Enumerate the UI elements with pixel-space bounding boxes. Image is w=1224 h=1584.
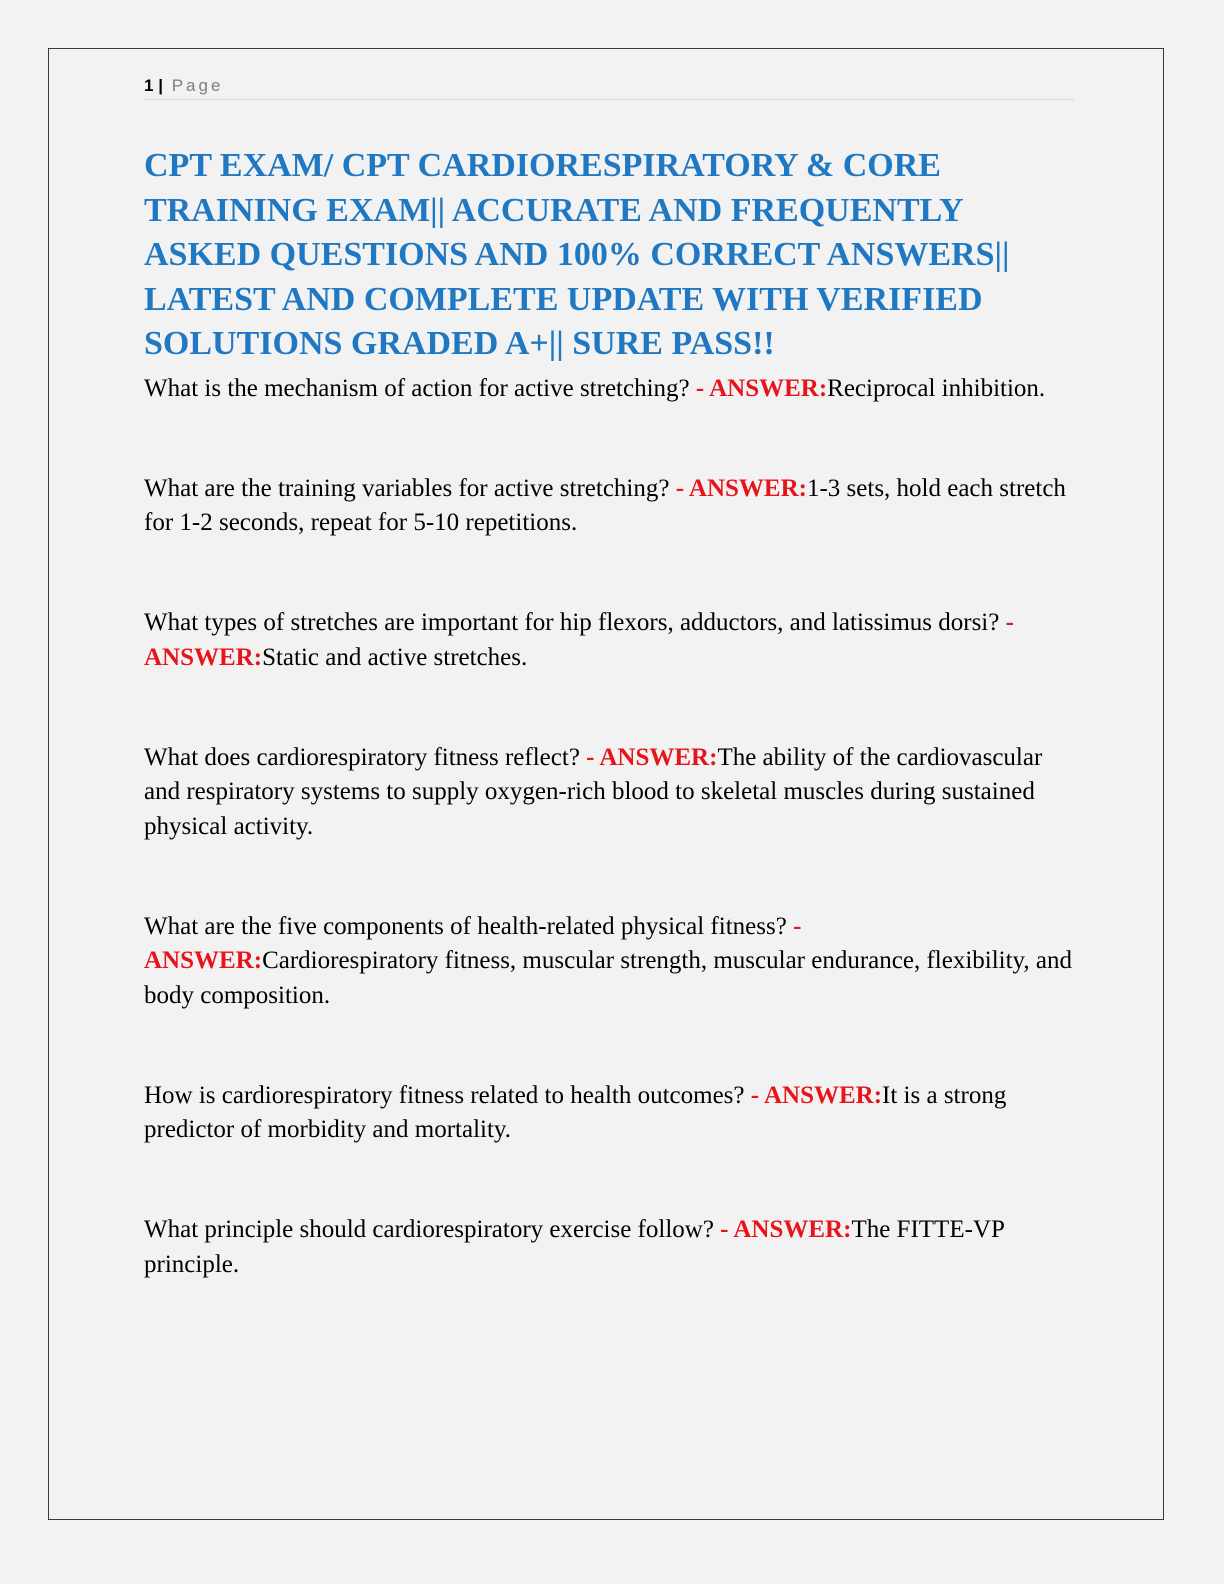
answer-label: - ANSWER: (675, 474, 807, 502)
qa-item (144, 1213, 1074, 1282)
answer-text: Reciprocal inhibition. (827, 374, 1046, 402)
page-content (144, 72, 1074, 1348)
answer-label: - ANSWER: (695, 374, 828, 402)
answer-label: - ANSWER: (144, 609, 1014, 671)
question-text: How is cardiorespiratory fitness related to health outcomes? (144, 1081, 751, 1109)
qa-list (144, 372, 1074, 1283)
page-number: 1 (144, 76, 154, 95)
page-header-separator: | (158, 76, 163, 95)
question-text: What types of stretches are important for hip flexors, adductors, and latissimus dorsi? (144, 609, 1006, 636)
question-text: What are the training variables for active stretching? (144, 474, 676, 502)
qa-item (144, 472, 1074, 541)
answer-text: It is a strong predictor of morbidity and mortality. (144, 1081, 1007, 1143)
answer-label: - ANSWER: (144, 912, 802, 974)
answer-text: Cardiorespiratory fitness, muscular strength, muscular endurance, flexibility, and body composition. (144, 947, 1073, 1009)
answer-label: - ANSWER: (750, 1081, 883, 1109)
page-header (144, 72, 1074, 100)
qa-item (144, 372, 1074, 407)
answer-text: Static and active stretches. (262, 643, 528, 671)
question-text: What principle should cardiorespiratory exercise follow? (144, 1216, 721, 1243)
question-text: What is the mechanism of action for active stretching? (144, 374, 696, 402)
qa-item (144, 741, 1074, 845)
page-word: Page (171, 76, 224, 95)
answer-text: The FITTE-VP principle. (144, 1216, 1004, 1278)
qa-item (144, 1079, 1074, 1148)
document-title: CPT EXAM/ CPT CARDIORESPIRATORY & CORE TRAINING EXAM|| ACCURATE AND FREQUENTLY ASKED QUESTIONS AND 100% CORRECT ANSWERS|| LATEST AND COMPLETE UPDATE WITH VERIFIED SOLUTIONS GRADED A+|| SURE PASS!! (144, 147, 1010, 362)
answer-label: - ANSWER: (720, 1216, 852, 1243)
answer-text: The ability of the cardiovascular and respiratory systems to supply oxygen-rich blood to skeletal muscles during sustained physical activity. (144, 743, 1043, 840)
answer-text: 1-3 sets, hold each stretch for 1-2 seconds, repeat for 5-10 repetitions. (144, 474, 1066, 536)
qa-item (144, 910, 1074, 1014)
question-text: What are the five components of health-related physical fitness? (144, 912, 794, 940)
qa-item (144, 606, 1074, 675)
question-text: What does cardiorespiratory fitness reflect? (144, 743, 587, 771)
answer-label: - ANSWER: (586, 743, 718, 771)
